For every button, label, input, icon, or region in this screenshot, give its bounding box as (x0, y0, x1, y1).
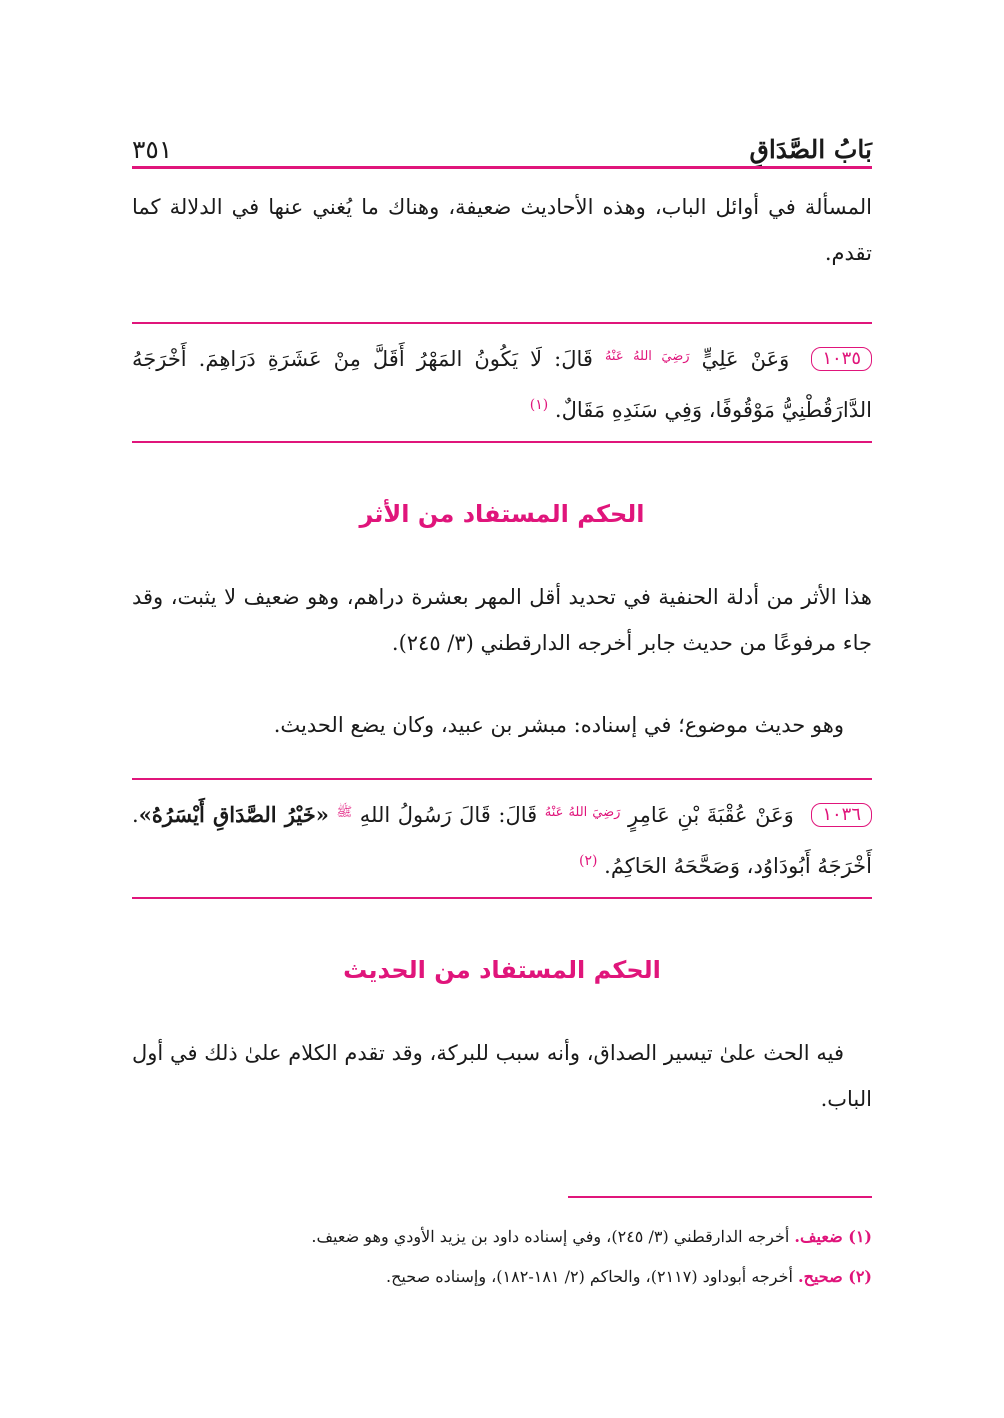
section-heading-athar: الحكم المستفاد من الأثر (359, 500, 645, 528)
hadith-1036-part3: . أَخْرَجَهُ أَبُودَاوُد، وَصَحَّحَهُ الحَاكِمُ. (132, 803, 872, 878)
footnote-1 (132, 1224, 872, 1250)
page-number: ٣٥١ (132, 135, 173, 164)
hadith-1035-text (132, 334, 872, 433)
honorific-mark: رَضِيَ اللهُ عَنْهُ (544, 805, 621, 820)
athar-paragraph-2: وهو حديث موضوع؛ في إسناده: مبشر بن عبيد، وكان يضع الحديث. (273, 713, 844, 737)
footnote-ref-1[interactable]: (١) (529, 397, 549, 413)
footnote-2-tag: (٢) صحيح. (798, 1267, 872, 1286)
hadith-1035-box (132, 322, 872, 443)
footnote-2 (132, 1264, 872, 1290)
hadith-1036-box (132, 778, 872, 899)
hadith-number-badge: ١٠٣٦ (811, 803, 872, 827)
intro-paragraph: المسألة في أوائل الباب، وهذه الأحاديث ضعيفة، وهناك ما يُغني عنها في الدلالة كما تقدم. (132, 195, 872, 265)
footnote-1-text: أخرجه الدارقطني (٣/ ٢٤٥)، وفي إسناده داود بن يزيد الأودي وهو ضعيف. (311, 1227, 790, 1246)
footnote-1-tag: (١) ضعيف. (794, 1227, 872, 1246)
footnote-ref-2[interactable]: (٢) (579, 853, 598, 869)
header-divider (132, 166, 872, 169)
hadith-1036-part1: وَعَنْ عُقْبَةَ بْنِ عَامِرٍ (628, 803, 794, 827)
hadith-ruling-paragraph: فيه الحث علىٰ تيسير الصداق، وأنه سبب للبركة، وقد تقدم الكلام علىٰ ذلك في أول الباب. (132, 1041, 872, 1111)
chapter-title: بَابُ الصَّدَاقِ (749, 135, 872, 164)
prophet-honorific-mark: ﷺ (336, 805, 353, 820)
hadith-number-badge: ١٠٣٥ (811, 347, 872, 371)
athar-paragraph-1: هذا الأثر من أدلة الحنفية في تحديد أقل المهر بعشرة دراهم، وهو ضعيف لا يثبت، وقد جاء مرفوعًا من حديث جابر أخرجه الدارقطني (٣/ ٢٤٥). (132, 585, 872, 655)
hadith-1036-text (132, 790, 872, 889)
hadith-1035-part1: وَعَنْ عَلِيٍّ (701, 347, 790, 371)
hadith-1036-part2: قَالَ: قَالَ رَسُولُ اللهِ (359, 803, 538, 827)
honorific-mark: رَضِيَ اللهُ عَنْهُ (604, 349, 690, 364)
footnote-2-text: أخرجه أبوداود (٢١١٧)، والحاكم (٢/ ١٨١-١٨٢)، وإسناده صحيح. (386, 1267, 793, 1286)
page-header (132, 120, 872, 164)
hadith-1035-part2: قَالَ: لَا يَكُونُ المَهْرُ أَقَلَّ مِنْ عَشَرَةِ دَرَاهِمَ. أَخْرَجَهُ الدَّارَقُطْنِيُّ مَوْقُوفًا، وَفِي سَنَدِهِ مَقَالٌ. (132, 347, 872, 422)
section-heading-hadith: الحكم المستفاد من الحديث (343, 956, 661, 984)
hadith-1036-quote: «خَيْرُ الصَّدَاقِ أَيْسَرُهُ» (138, 802, 329, 827)
footnote-divider (568, 1196, 872, 1198)
